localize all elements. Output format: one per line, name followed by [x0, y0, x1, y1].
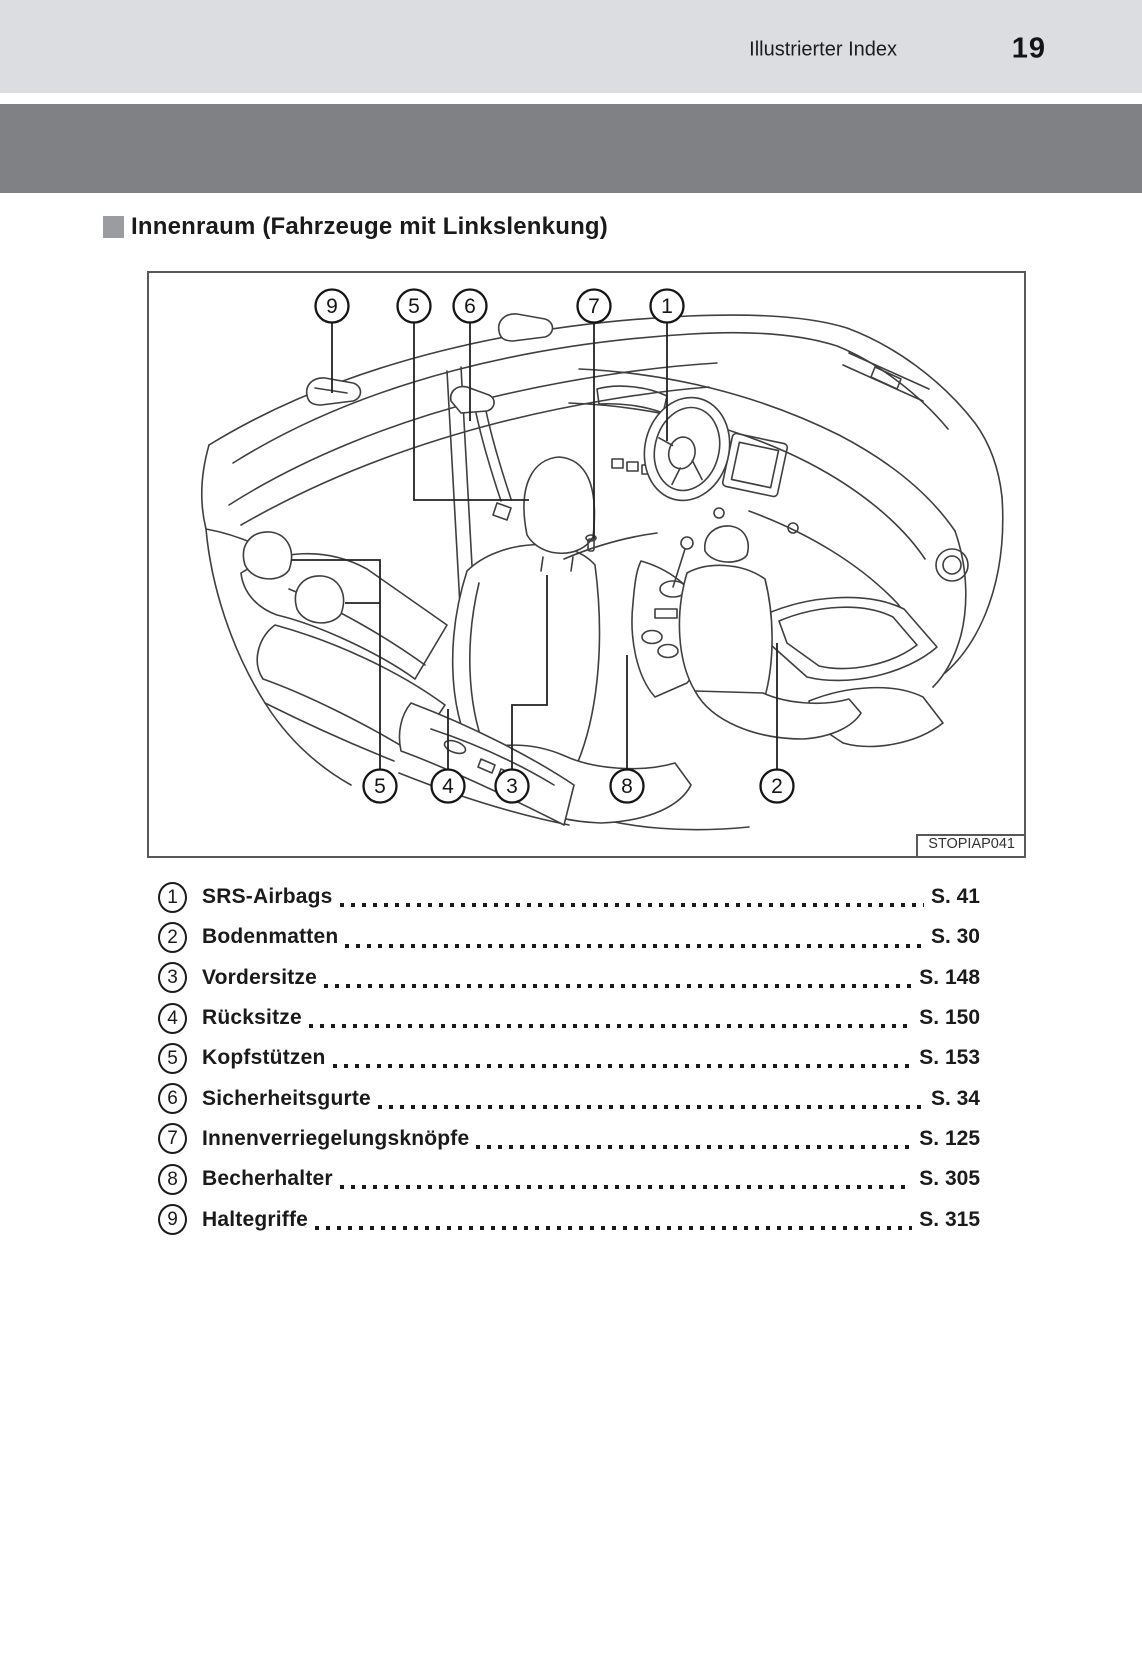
item-label: Rücksitze [202, 1006, 302, 1030]
index-item [158, 1199, 980, 1239]
dot-leader [340, 1185, 912, 1189]
square-bullet-icon [103, 216, 124, 238]
interior-illustration [149, 273, 1024, 856]
callout-5-top [398, 290, 431, 323]
item-number-badge: 2 [158, 922, 187, 953]
item-number-badge: 6 [158, 1083, 187, 1114]
index-item [158, 877, 980, 917]
callout-7 [578, 290, 611, 323]
callout-5-bottom [364, 770, 397, 803]
item-page-ref: S. 41 [930, 885, 980, 909]
index-item [158, 917, 980, 957]
dot-leader [333, 1064, 913, 1068]
item-label: Innenverriegelungsknöpfe [202, 1126, 470, 1150]
rear-headrest [243, 532, 291, 579]
callout-2 [761, 770, 794, 803]
headrest [524, 457, 594, 553]
svg-text:5: 5 [408, 295, 420, 318]
item-page-ref: S. 125 [919, 1126, 980, 1150]
item-page-ref: S. 305 [919, 1167, 980, 1191]
item-label: Becherhalter [202, 1167, 333, 1191]
item-label: Haltegriffe [202, 1207, 309, 1231]
svg-text:6: 6 [464, 295, 476, 318]
index-item [158, 1078, 980, 1118]
headrest [705, 526, 748, 562]
index-item [158, 1119, 980, 1159]
svg-text:7: 7 [588, 295, 600, 318]
dot-leader [476, 1145, 912, 1149]
svg-text:5: 5 [374, 775, 386, 798]
item-page-ref: S. 148 [919, 965, 980, 989]
callout-6 [454, 290, 487, 323]
rear-headrest [295, 576, 343, 623]
index-item [158, 998, 980, 1038]
svg-text:4: 4 [442, 775, 454, 798]
section-heading [103, 213, 608, 241]
dot-leader [324, 984, 912, 988]
svg-text:2: 2 [771, 775, 783, 798]
dot-leader [315, 1226, 912, 1230]
page-number: 19 [1011, 32, 1046, 65]
svg-text:1: 1 [661, 295, 673, 318]
header-bar [0, 0, 1142, 93]
grab-handle-icon [307, 314, 929, 405]
item-page-ref: S. 153 [919, 1046, 980, 1070]
svg-text:3: 3 [506, 775, 518, 798]
item-label: Bodenmatten [202, 925, 339, 949]
callout-4 [432, 770, 465, 803]
item-page-ref: S. 150 [919, 1006, 980, 1030]
dot-leader [345, 944, 924, 948]
index-item [158, 1038, 980, 1078]
dot-leader [340, 903, 924, 907]
interior-figure [147, 271, 1026, 858]
figure-code: STOPIAP041 [916, 834, 1024, 856]
section-banner [0, 104, 1142, 193]
item-number-badge: 5 [158, 1043, 187, 1074]
callout-9 [316, 290, 349, 323]
item-number-badge: 4 [158, 1003, 187, 1034]
dot-leader [309, 1024, 912, 1028]
index-item [158, 958, 980, 998]
section-title: Innenraum (Fahrzeuge mit Linkslenkung) [131, 213, 608, 240]
steering-wheel [634, 388, 741, 509]
item-label: Vordersitze [202, 965, 318, 989]
callout-3 [496, 770, 529, 803]
index-item [158, 1159, 980, 1199]
item-number-badge: 9 [158, 1204, 187, 1235]
item-label: SRS-Airbags [202, 885, 333, 909]
illustrated-index-list [158, 877, 980, 1240]
item-number-badge: 7 [158, 1123, 187, 1154]
running-header-title: Illustrierter Index [749, 38, 897, 61]
item-number-badge: 1 [158, 882, 187, 913]
item-page-ref: S. 30 [930, 925, 980, 949]
callout-8 [611, 770, 644, 803]
dot-leader [378, 1105, 924, 1109]
item-number-badge: 3 [158, 962, 187, 993]
svg-text:8: 8 [621, 775, 633, 798]
center-display [722, 433, 788, 497]
item-page-ref: S. 315 [919, 1207, 980, 1231]
item-number-badge: 8 [158, 1164, 187, 1195]
callout-1 [651, 290, 684, 323]
item-label: Sicherheitsgurte [202, 1086, 371, 1110]
item-page-ref: S. 34 [930, 1086, 980, 1110]
svg-text:9: 9 [326, 295, 338, 318]
item-label: Kopfstützen [202, 1046, 326, 1070]
